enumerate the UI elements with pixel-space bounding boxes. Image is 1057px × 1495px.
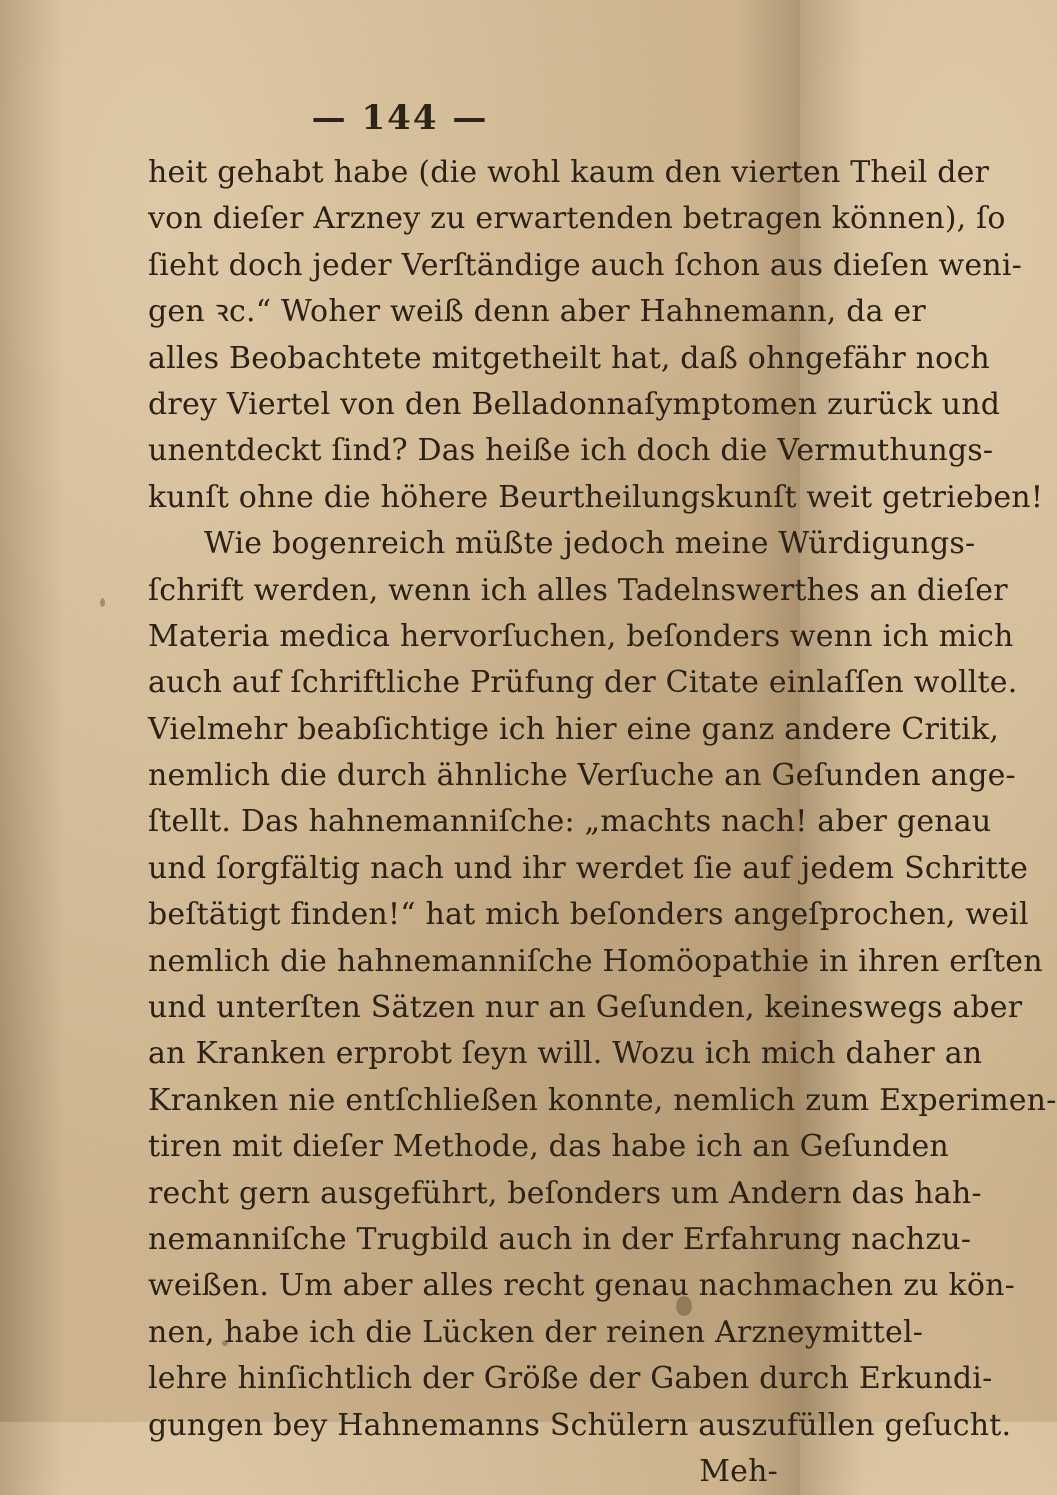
text-line: nen, habe ich die Lücken der reinen Arzneymittel- <box>148 1314 924 1350</box>
text-line: von dieſer Arzney zu erwartenden betragen können), ſo <box>148 201 1006 237</box>
text-line: an Kranken erprobt ſeyn will. Wozu ich mich daher an <box>148 1036 983 1072</box>
text-line: nemlich die hahnemanniſche Homöopathie in ihren erſten <box>148 943 1043 979</box>
ink-speck-decoration <box>222 1340 228 1346</box>
text-line: unentdeckt ſind? Das heiße ich doch die Vermuthungs- <box>148 433 994 469</box>
text-line: Vielmehr beabſichtige ich hier eine ganz andere Critik, <box>148 711 1000 747</box>
text-line: kunſt ohne die höhere Beurtheilungskunſt weit getrieben! <box>148 479 1044 515</box>
text-line: nemanniſche Trugbild auch in der Erfahrung nachzu- <box>148 1221 972 1257</box>
ink-blot-decoration <box>676 1296 692 1316</box>
text-line: weißen. Um aber alles recht genau nachmachen zu kön- <box>148 1268 1015 1304</box>
text-line: lehre hinſichtlich der Größe der Gaben durch Erkundi- <box>148 1361 993 1397</box>
text-line: beſtätigt finden!“ hat mich beſonders angeſprochen, weil <box>148 897 1029 933</box>
text-line-paragraph-start: Wie bogenreich müßte jedoch meine Würdigungs- <box>204 526 976 562</box>
page-number: — 144 — <box>311 98 489 138</box>
text-line: ſieht doch jeder Verſtändige auch ſchon aus dieſen weni- <box>148 247 1022 283</box>
text-line: heit gehabt habe (die wohl kaum den vierten Theil der <box>148 155 990 190</box>
ink-speck-decoration <box>100 598 105 607</box>
text-line: Materia medica hervorſuchen, beſonders wenn ich mich <box>148 618 1014 654</box>
text-line-last: gungen bey Hahnemanns Schülern auszufüllen geſucht. <box>148 1407 1012 1443</box>
text-line: recht gern ausgeführt, beſonders um Andern das hah- <box>148 1175 982 1211</box>
text-line: Kranken nie entſchließen konnte, nemlich zum Experimen- <box>148 1082 1057 1118</box>
text-line: tiren mit dieſer Methode, das habe ich an Geſunden <box>148 1129 949 1165</box>
text-line: ſchrift werden, wenn ich alles Tadelnswerthes an dieſer <box>148 572 1008 608</box>
body-text <box>148 150 1057 1495</box>
text-line: auch auf ſchriftliche Prüfung der Citate einlaſſen wollte. <box>148 665 1018 701</box>
text-line: nemlich die durch ähnliche Verſuche an Geſunden ange- <box>148 758 1016 794</box>
text-line: ſtellt. Das hahnemanniſche: „machts nach! aber genau <box>148 804 992 840</box>
text-line: drey Viertel von den Belladonnaſymptomen zurück und <box>148 386 1001 422</box>
text-line: alles Beobachtete mitgetheilt hat, daß ohngefähr noch <box>148 340 990 376</box>
text-line: und ſorgfältig nach und ihr werdet ſie auf jedem Schritte <box>148 850 1029 886</box>
text-line: und unterſten Sätzen nur an Geſunden, keineswegs aber <box>148 990 1023 1026</box>
text-line: gen ꝛc.“ Woher weiß denn aber Hahnemann, da er <box>148 294 926 330</box>
catchword: Meh- <box>699 1453 778 1489</box>
